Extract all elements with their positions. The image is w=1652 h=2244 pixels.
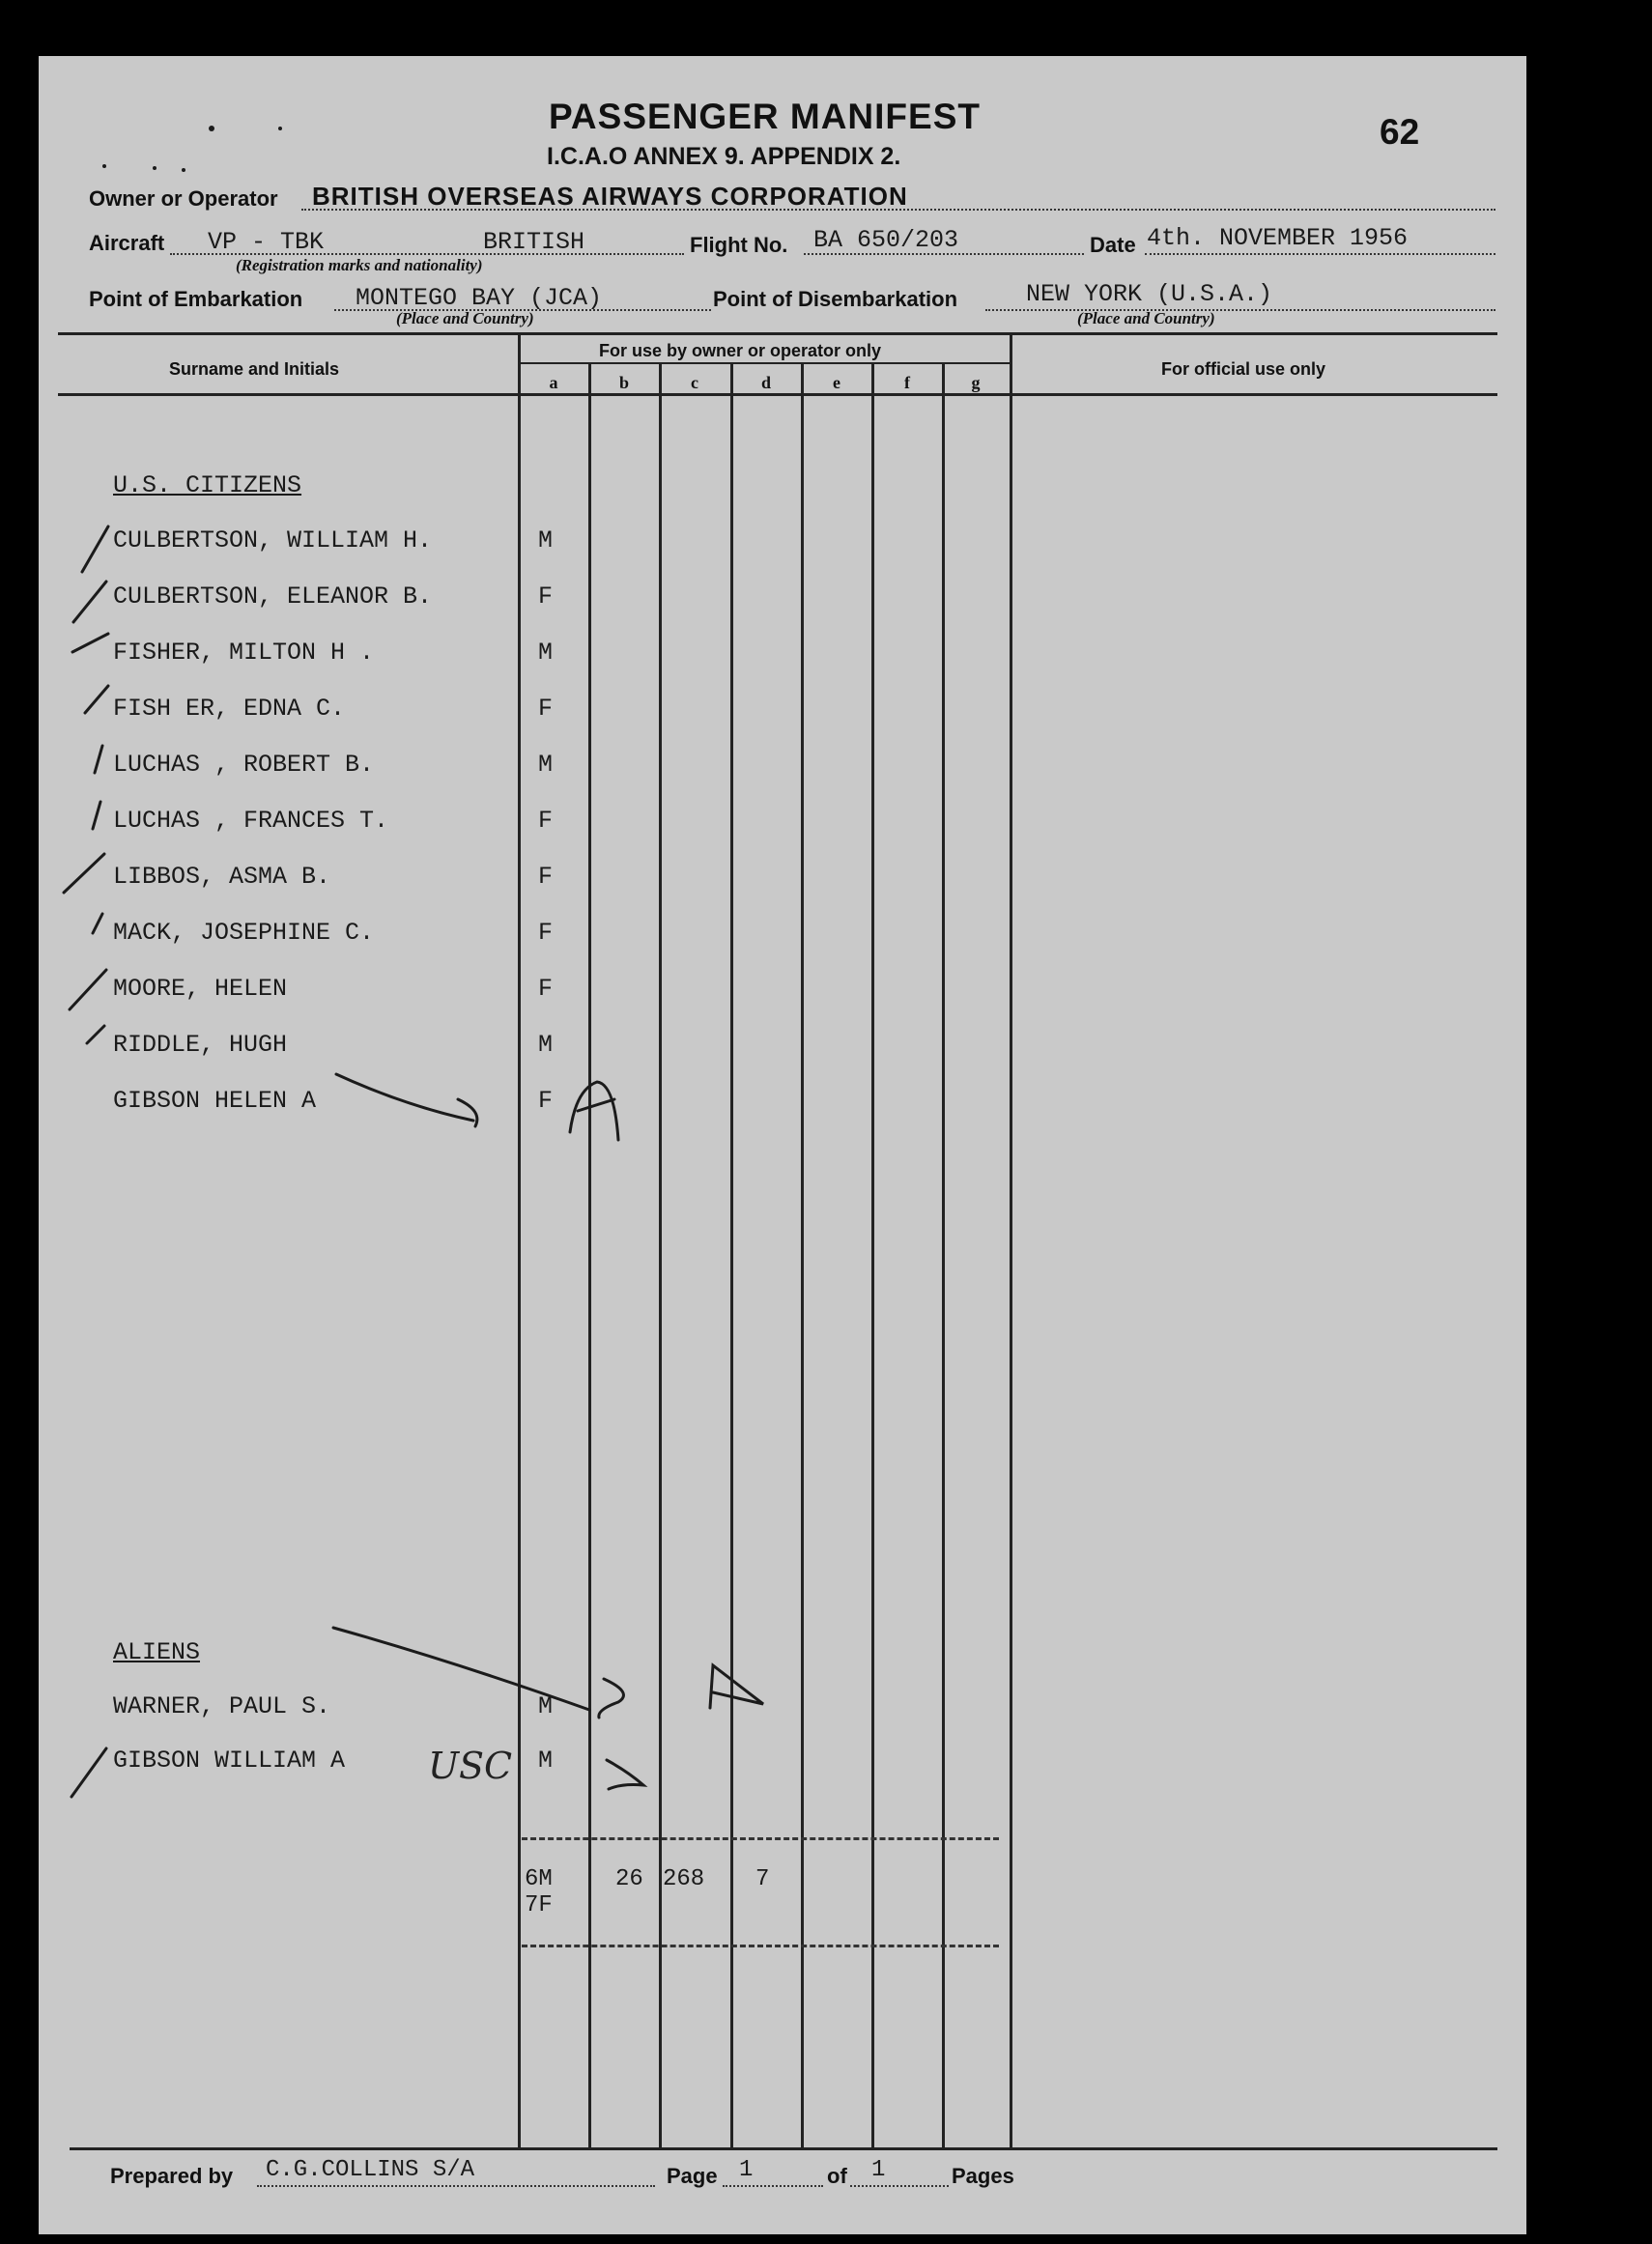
total-c: 268 bbox=[663, 1866, 705, 1892]
embark-value: MONTEGO BAY (JCA) bbox=[356, 284, 603, 312]
prepared-value: C.G.COLLINS S/A bbox=[266, 2157, 475, 2183]
col-header-d: d bbox=[760, 373, 771, 392]
page-label: Page bbox=[667, 2164, 718, 2188]
prepared-label: Prepared by bbox=[110, 2164, 234, 2188]
date-value: 4th. NOVEMBER 1956 bbox=[1147, 224, 1409, 252]
section-us-citizens: U.S. CITIZENS bbox=[113, 471, 302, 499]
of-value: 1 bbox=[871, 2157, 886, 2183]
aircraft-reg: VP - TBK bbox=[208, 228, 325, 256]
passenger-name: RIDDLE, HUGH bbox=[113, 1031, 288, 1059]
disembark-label: Point of Disembarkation bbox=[713, 287, 958, 311]
operator-group-header: For use by owner or operator only bbox=[599, 341, 882, 360]
passenger-name: WARNER, PAUL S. bbox=[113, 1692, 331, 1720]
passenger-name: FISHER, MILTON H . bbox=[113, 639, 375, 667]
passenger-name: MOORE, HELEN bbox=[113, 975, 288, 1003]
col-header-g: g bbox=[971, 373, 981, 392]
passenger-name: LUCHAS , FRANCES T. bbox=[113, 807, 389, 835]
usc-annotation: USC bbox=[428, 1745, 513, 1787]
passenger-sex: M bbox=[538, 1747, 554, 1775]
passenger-name: GIBSON HELEN A bbox=[113, 1087, 317, 1115]
aircraft-note: (Registration marks and nationality) bbox=[236, 256, 483, 274]
passenger-name: FISH ER, EDNA C. bbox=[113, 695, 346, 723]
passenger-sex: F bbox=[538, 975, 554, 1003]
total-a-male: 6M bbox=[525, 1866, 553, 1892]
passenger-sex: M bbox=[538, 526, 554, 554]
date-label: Date bbox=[1090, 233, 1136, 257]
page-number: 62 bbox=[1380, 112, 1420, 152]
passenger-sex: F bbox=[538, 863, 554, 891]
of-label: of bbox=[827, 2164, 847, 2188]
disembark-note: (Place and Country) bbox=[1077, 309, 1215, 327]
flight-value: BA 650/203 bbox=[813, 226, 959, 254]
aircraft-nationality: BRITISH bbox=[483, 228, 585, 256]
passenger-name: CULBERTSON, WILLIAM H. bbox=[113, 526, 433, 554]
embark-label: Point of Embarkation bbox=[89, 287, 303, 311]
passenger-sex: M bbox=[538, 1031, 554, 1059]
passenger-sex: M bbox=[538, 751, 554, 779]
total-d: 7 bbox=[755, 1866, 770, 1892]
col-header-f: f bbox=[904, 373, 910, 392]
form-title: PASSENGER MANIFEST bbox=[549, 97, 981, 136]
col-header-a: a bbox=[549, 373, 558, 392]
col-header-b: b bbox=[618, 373, 629, 392]
form-subtitle: I.C.A.O ANNEX 9. APPENDIX 2. bbox=[547, 143, 901, 170]
page-value: 1 bbox=[739, 2157, 754, 2183]
disembark-value: NEW YORK (U.S.A.) bbox=[1026, 280, 1273, 308]
owner-value: BRITISH OVERSEAS AIRWAYS CORPORATION bbox=[312, 182, 908, 211]
pages-label: Pages bbox=[952, 2164, 1014, 2188]
col-header-c: c bbox=[691, 373, 698, 392]
passenger-sex: F bbox=[538, 1087, 554, 1115]
section-aliens: ALIENS bbox=[113, 1638, 201, 1666]
flight-label: Flight No. bbox=[690, 233, 788, 257]
passenger-name: CULBERTSON, ELEANOR B. bbox=[113, 582, 433, 611]
passenger-sex: F bbox=[538, 807, 554, 835]
total-a-female: 7F bbox=[525, 1892, 553, 1918]
passenger-sex: M bbox=[538, 1692, 554, 1720]
surname-col-header: Surname and Initials bbox=[169, 359, 340, 379]
passenger-name: LIBBOS, ASMA B. bbox=[113, 863, 331, 891]
passenger-sex: F bbox=[538, 582, 554, 611]
passenger-sex: M bbox=[538, 639, 554, 667]
col-header-e: e bbox=[833, 373, 840, 392]
embark-note: (Place and Country) bbox=[396, 309, 534, 327]
passenger-sex: F bbox=[538, 919, 554, 947]
passenger-name: GIBSON WILLIAM A bbox=[113, 1747, 346, 1775]
aircraft-label: Aircraft bbox=[89, 231, 165, 255]
passenger-name: LUCHAS , ROBERT B. bbox=[113, 751, 375, 779]
official-col-header: For official use only bbox=[1161, 359, 1326, 379]
total-b: 26 bbox=[615, 1866, 643, 1892]
passenger-name: MACK, JOSEPHINE C. bbox=[113, 919, 375, 947]
owner-label: Owner or Operator bbox=[89, 186, 278, 211]
passenger-sex: F bbox=[538, 695, 554, 723]
